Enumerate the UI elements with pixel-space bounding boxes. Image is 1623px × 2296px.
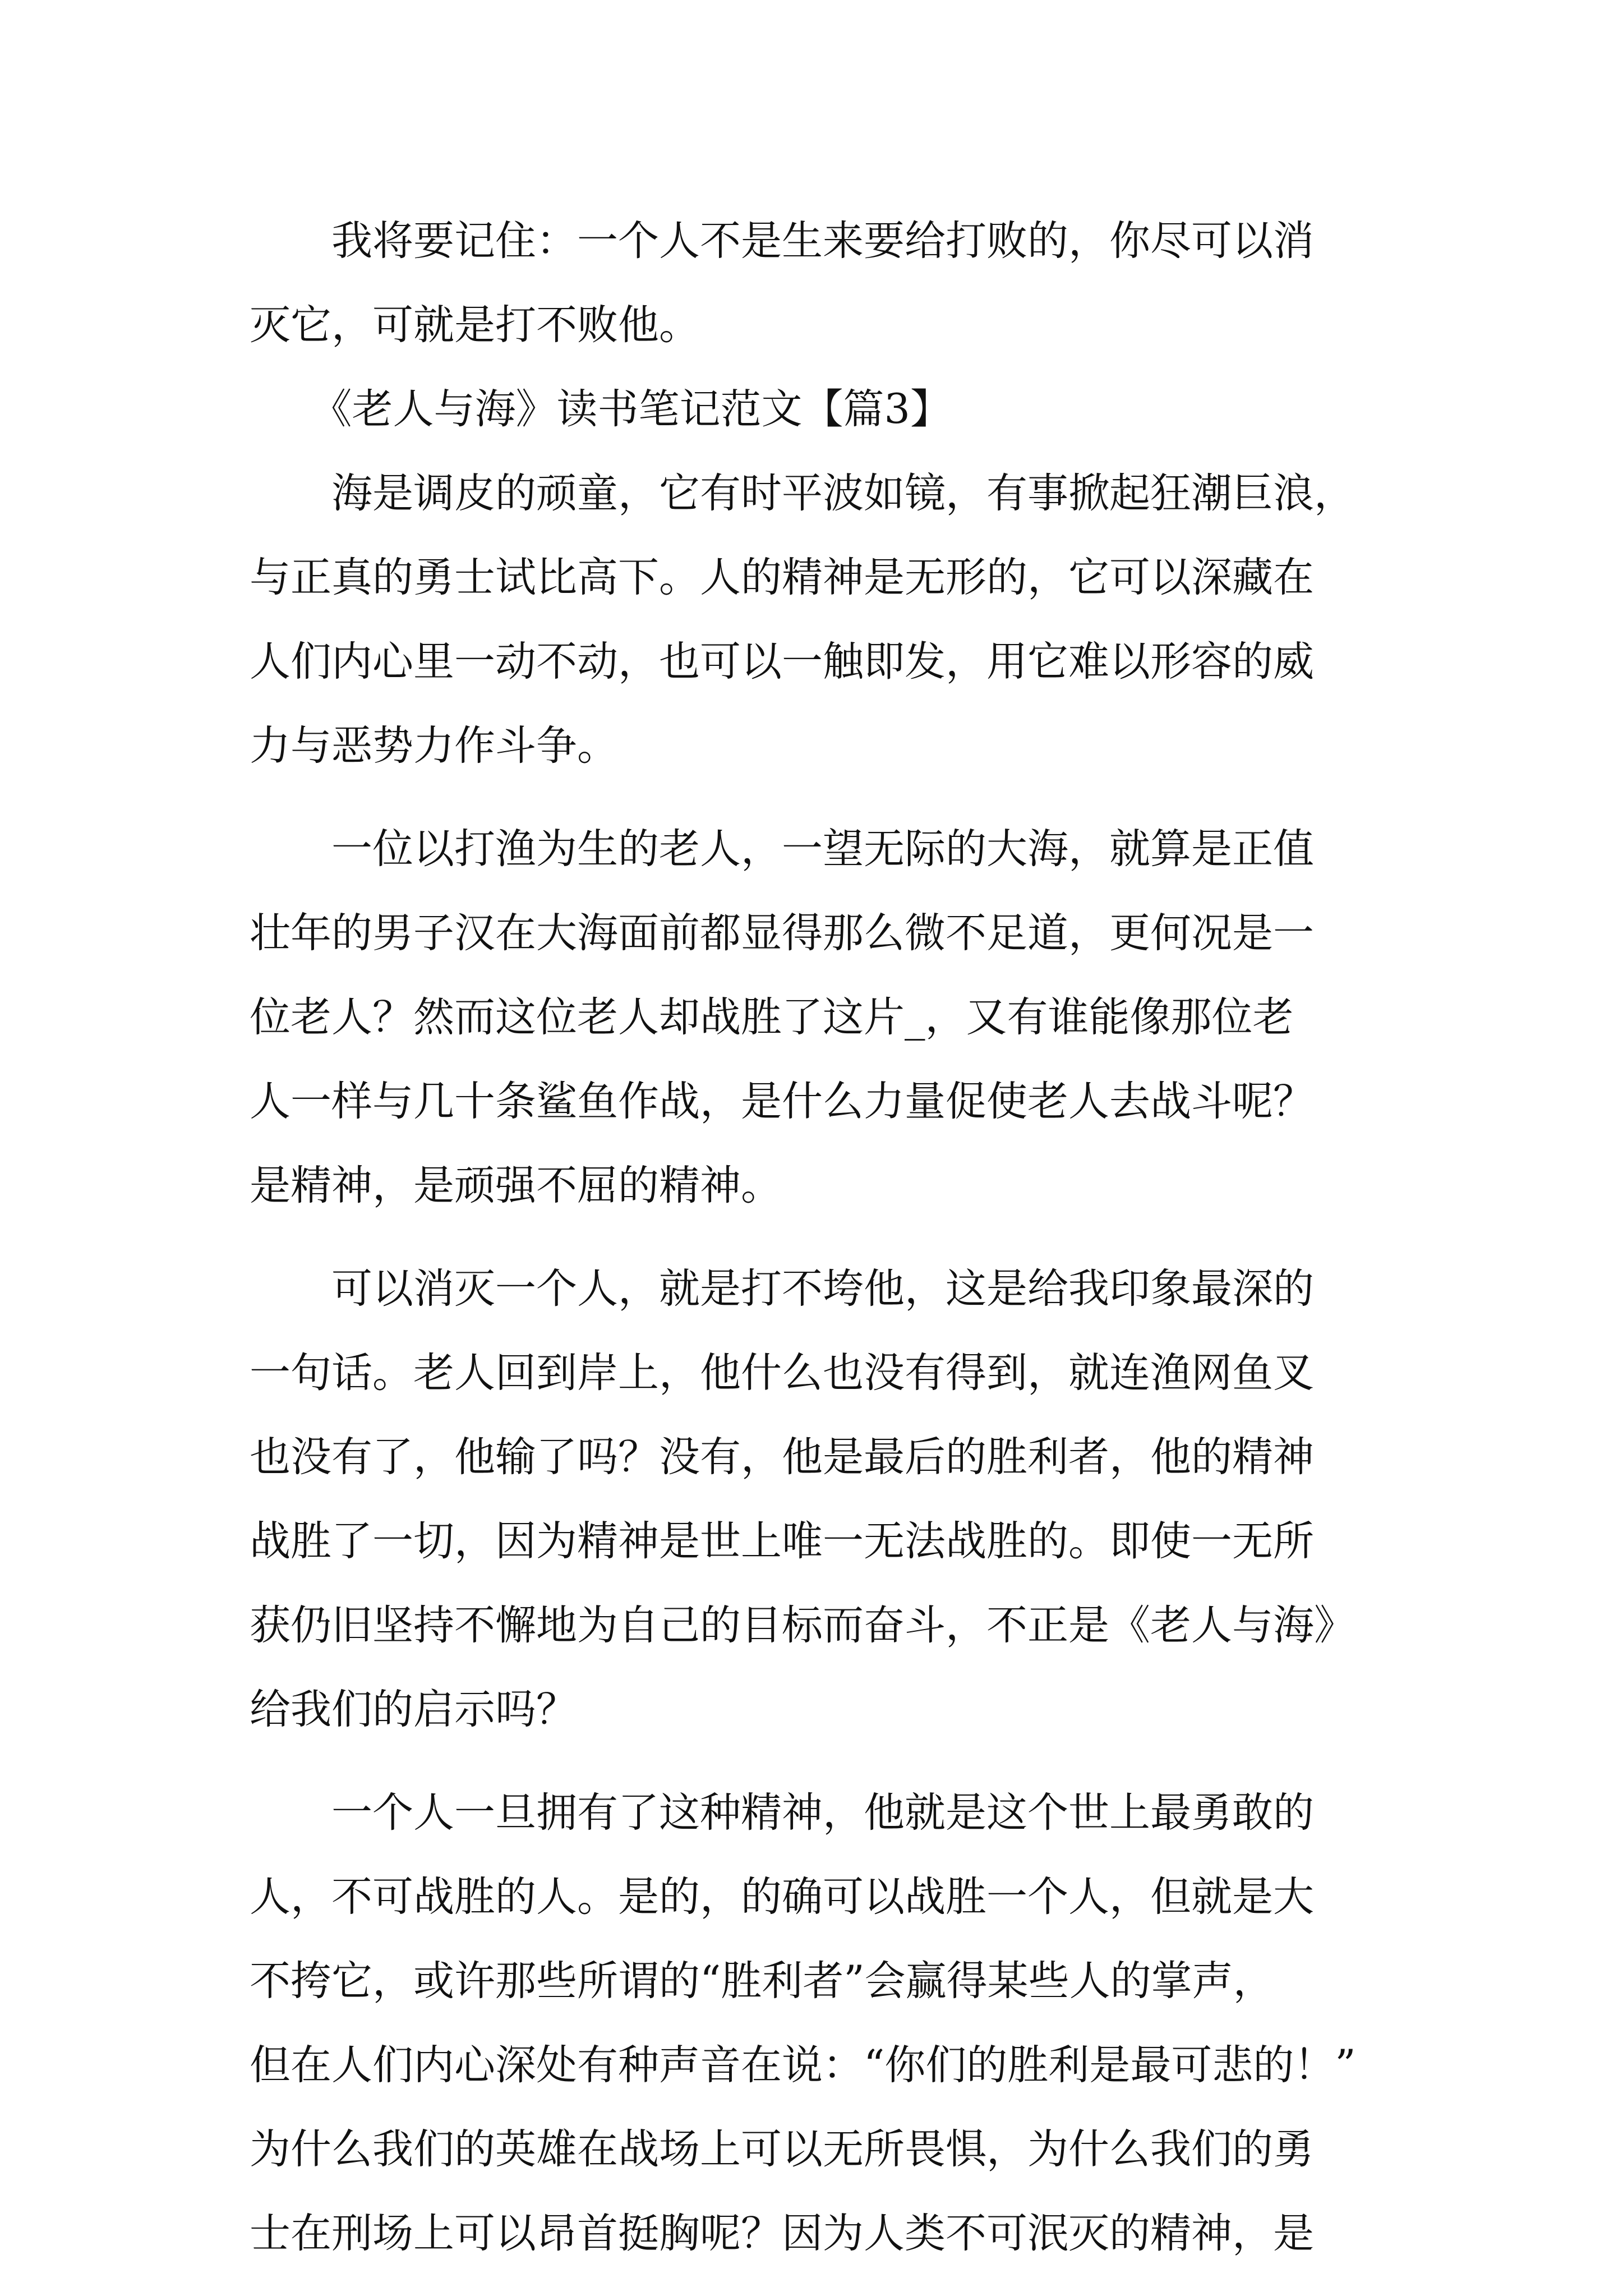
text-line: 一句话。老人回到岸上，他什么也没有得到，就连渔网鱼叉	[250, 1349, 1314, 1397]
text-line: 与正真的勇士试比高下。人的精神是无形的，它可以深藏在	[250, 554, 1314, 601]
text-line: 也没有了，他输了吗？没有，他是最后的胜利者，他的精神	[250, 1433, 1314, 1481]
paragraph	[250, 1771, 1382, 2276]
paragraph-spacer	[250, 788, 1382, 807]
text-line: 但在人们内心深处有种声音在说：“你们的胜利是最可悲的！”	[250, 2041, 1356, 2089]
text-line: 灭它，可就是打不败他。	[250, 301, 700, 349]
text-line: 海是调皮的顽童，它有时平波如镜，有事掀起狂潮巨浪，	[250, 470, 1355, 517]
heading-line: 《老人与海》读书笔记范文【篇3】	[250, 385, 951, 433]
text-line: 位老人？然而这位老人却战胜了这片_，又有谁能像那位老	[250, 993, 1294, 1041]
paragraph	[250, 452, 1382, 788]
text-line: 可以消灭一个人，就是打不垮他，这是给我印象最深的	[250, 1265, 1314, 1313]
section-heading	[250, 367, 1382, 452]
text-line: 获仍旧坚持不懈地为自己的目标而奋斗，不正是《老人与海》	[250, 1602, 1355, 1649]
text-line: 战胜了一切，因为精神是世上唯一无法战胜的。即使一无所	[250, 1517, 1314, 1565]
paragraph-spacer	[250, 1752, 1382, 1771]
text-line: 力与恶势力作斗争。	[250, 722, 618, 770]
paragraph	[250, 807, 1382, 1228]
document-body	[250, 199, 1382, 2276]
text-line: 壮年的男子汉在大海面前都显得那么微不足道，更何况是一	[250, 909, 1314, 957]
text-line: 一个人一旦拥有了这种精神，他就是这个世上最勇敢的	[250, 1789, 1314, 1837]
text-line: 士在刑场上可以昂首挺胸呢？因为人类不可泯灭的精神，是	[250, 2210, 1314, 2257]
text-line: 人一样与几十条鲨鱼作战，是什么力量促使老人去战斗呢？	[250, 1078, 1314, 1125]
text-line: 不挎它，或许那些所谓的“胜利者”会赢得某些人的掌声，	[250, 1957, 1274, 2005]
text-line: 给我们的启示吗？	[250, 1686, 577, 1733]
text-line: 人，不可战胜的人。是的，的确可以战胜一个人，但就是大	[250, 1873, 1314, 1921]
text-line: 是精神，是顽强不屈的精神。	[250, 1162, 782, 1209]
text-line: 我将要记住：一个人不是生来要给打败的，你尽可以消	[250, 217, 1314, 265]
paragraph	[250, 1247, 1382, 1752]
paragraph-spacer	[250, 1228, 1382, 1247]
paragraph	[250, 199, 1382, 367]
text-line: 一位以打渔为生的老人，一望无际的大海，就算是正值	[250, 825, 1314, 873]
text-line: 人们内心里一动不动，也可以一触即发，用它难以形容的威	[250, 638, 1314, 685]
text-line: 为什么我们的英雄在战场上可以无所畏惧，为什么我们的勇	[250, 2125, 1314, 2173]
